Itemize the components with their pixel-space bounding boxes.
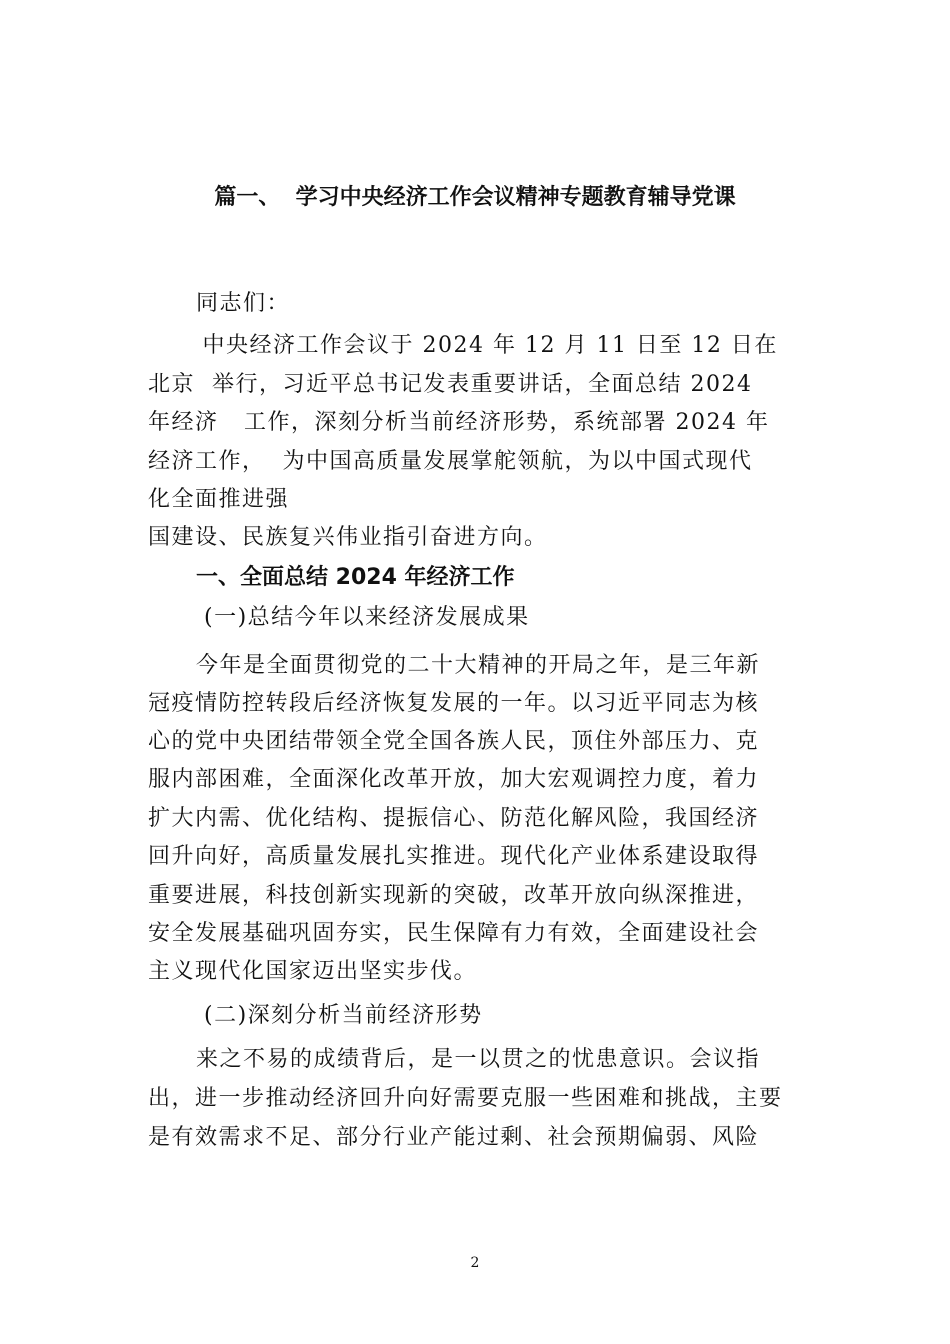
paragraph-line: 北京 举行，习近平总书记发表重要讲话，全面总结 2024	[148, 372, 753, 397]
paragraph-line: 今年是全面贯彻党的二十大精神的开局之年，是三年新	[196, 653, 761, 678]
subsection-heading: (二)深刻分析当前经济形势	[204, 1003, 483, 1028]
paragraph-line: 扩大内需、优化结构、提振信心、防范化解风险，我国经济	[148, 806, 760, 831]
paragraph-line: 服内部困难，全面深化改革开放，加大宏观调控力度，着力	[148, 767, 760, 792]
paragraph-line: 是有效需求不足、部分行业产能过剩、社会预期偏弱、风险	[148, 1125, 760, 1150]
paragraph-line: 来之不易的成绩背后，是一以贯之的忧患意识。会议指	[196, 1047, 761, 1072]
page-number: 2	[470, 1255, 480, 1271]
paragraph-line: 国建设、民族复兴伟业指引奋进方向。	[148, 525, 548, 550]
paragraph-line: 主义现代化国家迈出坚实步伐。	[148, 959, 478, 984]
paragraph-line: 年经济 工作，深刻分析当前经济形势，系统部署 2024 年	[148, 410, 770, 435]
paragraph-line: 重要进展，科技创新实现新的突破，改革开放向纵深推进，	[148, 883, 760, 908]
paragraph-line: 心的党中央团结带领全党全国各族人民，顶住外部压力、克	[148, 729, 760, 754]
section-heading: 一、全面总结 2024 年经济工作	[196, 565, 515, 590]
subsection-heading: (一)总结今年以来经济发展成果	[204, 605, 530, 630]
paragraph-line: 回升向好，高质量发展扎实推进。现代化产业体系建设取得	[148, 844, 760, 869]
paragraph-line: 经济工作， 为中国高质量发展掌舵领航，为以中国式现代	[148, 449, 753, 474]
paragraph-line: 中央经济工作会议于 2024 年 12 月 11 日至 12 日在	[194, 333, 778, 358]
paragraph-line: 出，进一步推动经济回升向好需要克服一些困难和挑战，主要	[148, 1086, 783, 1111]
paragraph-line: 化全面推进强	[148, 487, 290, 512]
paragraph-line: 冠疫情防控转段后经济恢复发展的一年。以习近平同志为核	[148, 691, 760, 716]
paragraph-line: 安全发展基础巩固夯实，民生保障有力有效，全面建设社会	[148, 921, 760, 946]
document-title: 篇一、 学习中央经济工作会议精神专题教育辅导党课	[214, 185, 736, 210]
salutation: 同志们：	[196, 291, 291, 316]
